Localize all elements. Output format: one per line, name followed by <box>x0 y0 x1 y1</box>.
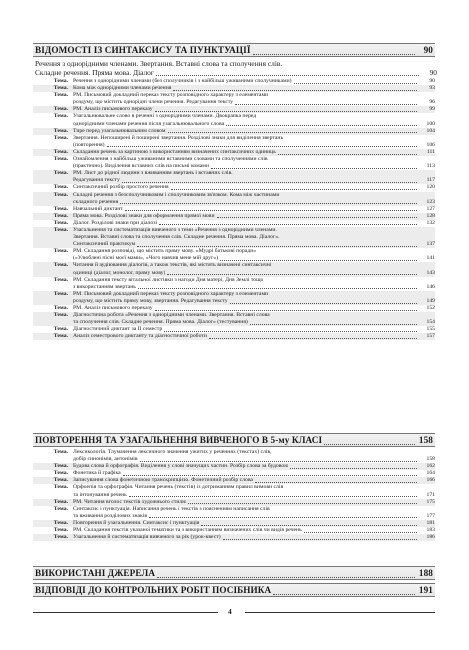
entry-label: Тема. <box>53 463 68 470</box>
entry-text: РМ. Аналіз письмового переказу <box>73 305 153 311</box>
entry-text: та інтонування речень <box>73 491 127 498</box>
section-page: 188 <box>418 568 433 578</box>
entry-text: Редагування тексту <box>73 177 120 184</box>
entry-label: Тема. <box>53 470 68 477</box>
leader-dots <box>122 182 417 183</box>
toc-entry-line <box>33 326 435 333</box>
section-header-review <box>33 433 435 447</box>
entry-text: Узагальнювальне слово в реченні з однорідними членами. Двокрапка перед <box>73 113 257 120</box>
leader-dots <box>211 168 417 169</box>
entry-text: роздуму, що містить пряму мову, звертання. Редагування тексту <box>73 297 228 304</box>
leader-dots <box>123 475 417 476</box>
toc-entry-line <box>33 262 435 269</box>
leader-dots <box>223 539 417 540</box>
entry-page: 157 <box>426 333 435 340</box>
entry-page: 158 <box>426 456 435 463</box>
toc-entry <box>33 85 435 92</box>
entry-text: Узагальнення та систематизація вивченого з теми «Речення з однорідними членами. <box>73 226 277 233</box>
entry-page: 181 <box>426 519 435 526</box>
entry-page: 146 <box>426 283 435 290</box>
toc-entry <box>33 135 435 149</box>
toc-entry-line <box>33 305 435 312</box>
toc-entry-line <box>33 78 435 85</box>
entry-text: Читання й аудіювання діалогів, а також текстів, які містять визначені синтаксичні <box>73 262 272 269</box>
toc-entry-line <box>33 184 435 191</box>
toc-entry-line <box>33 449 435 456</box>
section-header-syntax <box>33 43 435 57</box>
entry-text: Діагностична робота «Речення з однорідними членами. Звертання. Вставні слова <box>73 312 270 319</box>
toc-entry-line <box>33 527 435 534</box>
entry-page: 183 <box>426 527 435 534</box>
entry-label: Тема. <box>53 170 68 177</box>
entry-label: Тема. <box>53 312 68 319</box>
section-title: ВІДПОВІДІ ДО КОНТРОЛЬНИХ РОБІТ ПОСІБНИКА <box>35 585 272 595</box>
toc-entry <box>33 506 435 520</box>
toc-entry <box>33 534 435 541</box>
entry-text: Навчальний диктант <box>73 205 123 212</box>
entry-page: 128 <box>426 212 435 219</box>
toc-entry-line <box>33 135 435 142</box>
entry-label: Тема. <box>53 127 68 134</box>
entry-text: Узагальнення й систематизація вивченого за рік (урок-квест) <box>73 534 221 541</box>
toc-entry <box>33 499 435 506</box>
entry-text: Складні речення з безсполучниковим і сполучниковим зв'язком. Кома між частинами <box>73 191 280 198</box>
leader-dots <box>164 331 417 332</box>
toc-entry-line <box>33 128 435 135</box>
entry-page: 90 <box>429 78 435 84</box>
toc-entry-line <box>33 227 435 234</box>
toc-entry-line <box>33 206 435 213</box>
entry-label: Тема. <box>53 248 68 255</box>
entry-page: 152 <box>426 305 435 311</box>
toc-entry-line <box>33 192 435 199</box>
entry-text: Ознайомлення з найбільш уживаними вставними словами та сполученнями слів <box>73 156 268 163</box>
entry-page: 164 <box>426 470 435 477</box>
toc-entry <box>33 78 435 85</box>
entry-text: Синтаксис і пунктуація. Написання речень і текстів з поясненням написання слів <box>73 505 270 512</box>
toc-entry-continuation <box>33 456 435 463</box>
toc-entry-line <box>33 484 435 491</box>
toc-entry <box>33 326 435 333</box>
entry-label: Тема. <box>53 212 68 219</box>
toc-entry-continuation <box>33 255 435 262</box>
toc-entry <box>33 149 435 156</box>
toc-entry <box>33 477 435 484</box>
toc-entry-continuation <box>33 99 435 106</box>
leader-dots <box>230 303 417 304</box>
leader-dots <box>129 496 417 497</box>
entry-page: 149 <box>426 297 435 304</box>
leader-dots <box>290 468 417 469</box>
toc-entry-line <box>33 333 435 340</box>
entry-page: 120 <box>426 184 435 191</box>
leader-dots <box>253 54 415 55</box>
entry-text: Будова слова й орфографія. Виділення у слові значущих частин. Розбір слова за будовою <box>73 463 289 470</box>
entry-page: 111 <box>426 148 435 155</box>
entry-text: Тире перед узагальнювальним словом <box>73 127 166 134</box>
toc-entry <box>33 220 435 227</box>
leader-dots <box>209 338 417 339</box>
toc-entry-continuation <box>33 284 435 291</box>
section-page: 191 <box>418 585 433 595</box>
toc-entry <box>33 92 435 106</box>
toc-entry <box>33 156 435 170</box>
toc-entry-line <box>33 463 435 470</box>
toc-entry-continuation <box>33 241 435 248</box>
section-title: ВІДОМОСТІ ІЗ СИНТАКСИСУ ТА ПУНКТУАЦІЇ <box>35 45 251 55</box>
entry-text: Речення з однорідними членами (без сполучників і з найбільш уживаними сполучниками) <box>73 78 292 84</box>
entry-label: Тема. <box>53 484 68 491</box>
leader-dots <box>167 274 417 275</box>
entry-text: Аналіз семестрового диктанту та діагностичної роботи <box>73 333 207 340</box>
entry-text: («Улюблені пісні моєї мами», «Чого навчив мене мій друг») <box>73 255 219 262</box>
entry-label: Тема. <box>53 113 68 120</box>
entry-label: Тема. <box>53 505 68 512</box>
entry-text: РМ. Письмовий докладний переказ тексту розповідного характеру з елементами <box>73 92 269 99</box>
entry-page: 154 <box>426 319 435 326</box>
entry-text: та вживання розділових знаків <box>73 512 148 519</box>
section-title: ВИКОРИСТАНІ ДЖЕРЕЛА <box>35 568 156 578</box>
toc-entry-line <box>33 92 435 99</box>
toc-entry <box>33 170 435 184</box>
toc-entry <box>33 213 435 220</box>
entry-page: 143 <box>426 269 435 276</box>
toc-entry <box>33 192 435 206</box>
toc-entry-continuation <box>33 513 435 520</box>
entry-page: 113 <box>426 163 435 170</box>
toc-entry-line <box>33 220 435 227</box>
entry-text: РМ. Складання текстів указаної тематики та з використанням визначених слів чи видів речень <box>73 527 302 534</box>
leader-dots <box>120 203 417 204</box>
toc-entry-line <box>33 470 435 477</box>
toc-entry <box>33 206 435 213</box>
entry-page: 132 <box>426 219 435 226</box>
entry-label: Тема. <box>53 276 68 283</box>
leader-dots <box>201 525 417 526</box>
entry-text: Діалог. Розділові знаки при діалозі <box>73 219 158 226</box>
leader-dots <box>273 594 415 595</box>
leader-dots <box>220 260 417 261</box>
toc-entry-continuation <box>33 163 435 170</box>
leader-dots <box>324 444 415 445</box>
toc-entry <box>33 527 435 534</box>
entry-label: Тема. <box>53 527 68 534</box>
toc-entry <box>33 184 435 191</box>
toc-entry-continuation <box>33 298 435 305</box>
leader-dots <box>157 577 415 578</box>
toc-entry <box>33 312 435 326</box>
toc-entry-line <box>33 312 435 319</box>
leader-dots <box>304 532 417 533</box>
entry-text: Звертання. Непоширені й поширені звертання. Розділові знаки для виділення звертань <box>73 134 284 141</box>
entry-label: Тема. <box>53 85 68 92</box>
toc-entry-line <box>33 277 435 284</box>
leader-dots <box>173 90 417 91</box>
entry-page: 141 <box>426 255 435 262</box>
leader-dots <box>159 224 417 225</box>
entry-page: 104 <box>426 127 435 134</box>
toc-entry <box>33 248 435 262</box>
toc-entry <box>33 484 435 498</box>
toc-entry-line <box>33 477 435 484</box>
entry-page: 177 <box>426 512 435 519</box>
table-of-contents <box>33 43 435 603</box>
leader-dots <box>138 288 417 289</box>
entry-text: та сполучення слів. Складне речення. Пряма мова. Діалог» (тестування) <box>73 319 248 326</box>
entry-label: Тема. <box>53 326 68 333</box>
entry-page: 96 <box>429 99 435 106</box>
entry-label: Тема. <box>53 184 68 191</box>
entry-text: Складання речень за картиною з використанням визначених синтаксичних одиниць <box>73 148 276 155</box>
entry-text: Пряма мова. Розділові знаки для оформлення прямої мови <box>73 212 215 219</box>
entry-label: Тема. <box>53 205 68 212</box>
entry-text: РМ. Складання тексту вітальної листівки з нагоди Дня матері, Дня Землі тощо <box>73 276 264 283</box>
entry-text: Повторення й узагальнення. Синтаксис і пунктуація <box>73 519 200 526</box>
entry-page: 117 <box>426 177 435 184</box>
subtitle-page: 90 <box>429 68 437 77</box>
entry-label: Тема. <box>53 78 68 84</box>
entry-page: 100 <box>426 120 435 127</box>
entry-text: РМ. Лист до рідної людини з вживанням звертань і вставних слів. <box>73 170 233 177</box>
entry-text: РМ. Складання розповіді, що містить пряму мову. «Мудрі батькові поради» <box>73 248 257 255</box>
toc-entry <box>33 113 435 127</box>
section-items-syntax <box>33 78 435 340</box>
entry-label: Тема. <box>53 449 68 455</box>
entry-text: (повторення) <box>73 141 105 148</box>
entry-text: однорідними членами речення після узагальнювального слова <box>73 120 225 127</box>
footer-rule-right <box>245 612 435 613</box>
entry-text: Фонетика й графіка <box>73 470 121 477</box>
toc-entry <box>33 470 435 477</box>
toc-entry <box>33 128 435 135</box>
entry-text: Звертання. Вставні слова та сполучення слів. Складне речення. Пряма мова. Діалог». <box>73 234 280 241</box>
leader-dots <box>125 210 417 211</box>
footer-rule-left <box>33 612 218 613</box>
leader-dots <box>155 310 417 311</box>
entry-text: РМ. Письмовий докладний переказ тексту розповідного характеру з елементами <box>73 290 269 297</box>
subtitle-line-2 <box>33 68 437 77</box>
entry-text: складного речення <box>73 198 119 205</box>
toc-entry <box>33 520 435 527</box>
entry-label: Тема. <box>53 156 68 163</box>
entry-label: Тема. <box>53 106 68 113</box>
toc-entry <box>33 277 435 291</box>
entry-label: Тема. <box>53 290 68 297</box>
toc-entry <box>33 227 435 248</box>
subtitle-line-1 <box>33 59 437 68</box>
entry-text: (практично). Виділення вставних слів на письмі комами <box>73 163 209 170</box>
entry-label: Тема. <box>53 92 68 99</box>
section-page: 90 <box>423 45 433 55</box>
entry-label: Тема. <box>53 148 68 155</box>
entry-text: добір синонімів, антонімів <box>73 456 138 463</box>
section-header-sources <box>33 566 435 580</box>
entry-label: Тема. <box>53 226 68 233</box>
entry-page: 166 <box>426 477 435 484</box>
leader-dots <box>217 217 418 218</box>
page-number: 4 <box>228 607 232 616</box>
section-items-review <box>33 449 435 541</box>
leader-dots <box>171 189 417 190</box>
leader-dots <box>235 104 417 105</box>
leader-dots <box>156 75 419 76</box>
toc-entry <box>33 463 435 470</box>
toc-entry-line <box>33 534 435 541</box>
leader-dots <box>155 111 417 112</box>
entry-text: Синтаксичний розбір простого речення <box>73 184 169 191</box>
toc-entry-line <box>33 149 435 156</box>
entry-text: з використанням звертань <box>73 283 136 290</box>
leader-dots <box>149 517 417 518</box>
toc-entry <box>33 333 435 340</box>
leader-dots <box>278 154 417 155</box>
entry-page: 93 <box>429 85 435 92</box>
leader-dots <box>168 132 417 133</box>
entry-page: 123 <box>426 198 435 205</box>
leader-dots <box>226 125 417 126</box>
subtitle-text: Складне речення. Пряма мова. Діалог <box>35 68 154 77</box>
entry-text: РМ. Аналіз письмового переказу <box>73 106 153 113</box>
subtitle-text: Речення з однорідними членами. Звертання. Вставні слова та сполучення слів. <box>35 59 283 68</box>
toc-entry-line <box>33 520 435 527</box>
entry-text: Лексикологія. Тлумачення лексичного значення ужитих у реченнях (текстах) слів, <box>73 449 272 455</box>
entry-label: Тема. <box>53 219 68 226</box>
entry-page: 127 <box>426 205 435 212</box>
entry-label: Тема. <box>53 305 68 311</box>
entry-label: Тема. <box>53 134 68 141</box>
toc-entry-continuation <box>33 121 435 128</box>
section-page: 158 <box>418 435 433 445</box>
toc-entry-continuation <box>33 234 435 241</box>
entry-text: Діагностичний диктант за ІІ семестр <box>73 326 163 333</box>
entry-text: Записування слова фонетичною транскрипцією. Фонетичний розбір слова <box>73 477 253 484</box>
leader-dots <box>250 324 417 325</box>
entry-page: 175 <box>426 498 435 505</box>
toc-entry <box>33 291 435 305</box>
entry-text: Кома між однорідними членами речення <box>73 85 172 92</box>
entry-label: Тема. <box>53 477 68 484</box>
entry-label: Тема. <box>53 191 68 198</box>
section-header-answers <box>33 583 435 597</box>
entry-text: Синтаксичний практикум <box>73 241 136 248</box>
leader-dots <box>140 461 417 462</box>
toc-entry-line <box>33 506 435 513</box>
leader-dots <box>255 482 417 483</box>
toc-entry-continuation <box>33 142 435 149</box>
leader-dots <box>137 246 417 247</box>
toc-entry-continuation <box>33 492 435 499</box>
entry-page: 137 <box>426 241 435 248</box>
section-title: ПОВТОРЕННЯ ТА УЗАГАЛЬНЕННЯ ВИВЧЕНОГО В 5-му КЛАСІ <box>35 435 323 445</box>
entry-page: 106 <box>426 141 435 148</box>
entry-label: Тема. <box>53 333 68 340</box>
toc-entry-line <box>33 106 435 113</box>
leader-dots <box>188 503 417 504</box>
entry-label: Тема. <box>53 498 68 505</box>
entry-text: РМ. Читання вголос текстів художнього стилю <box>73 498 187 505</box>
toc-entry-line <box>33 291 435 298</box>
entry-page: 171 <box>426 491 435 498</box>
toc-entry <box>33 262 435 276</box>
leader-dots <box>107 146 417 147</box>
toc-entry <box>33 305 435 312</box>
toc-entry-line <box>33 170 435 177</box>
entry-page: 99 <box>429 106 435 113</box>
toc-entry-continuation <box>33 177 435 184</box>
toc-entry-line <box>33 113 435 120</box>
toc-entry-continuation <box>33 270 435 277</box>
toc-entry-continuation <box>33 319 435 326</box>
toc-entry-continuation <box>33 199 435 206</box>
toc-entry-line <box>33 248 435 255</box>
entry-page: 186 <box>426 534 435 541</box>
entry-label: Тема. <box>53 534 68 541</box>
toc-entry-line <box>33 213 435 220</box>
toc-entry-line <box>33 499 435 506</box>
leader-dots <box>294 83 417 84</box>
page-footer <box>33 607 435 619</box>
entry-label: Тема. <box>53 262 68 269</box>
toc-entry-line <box>33 156 435 163</box>
entry-text: Орфоепія та орфографія. Читання речень (текстів) із дотриманням правил вимови слів <box>73 484 284 491</box>
toc-entry-line <box>33 85 435 92</box>
toc-entry <box>33 449 435 463</box>
toc-entry <box>33 106 435 113</box>
entry-text: одиниці (діалог, монолог, пряму мову) <box>73 269 166 276</box>
entry-label: Тема. <box>53 519 68 526</box>
entry-page: 162 <box>426 463 435 470</box>
entry-text: роздуму, що містить однорідні члени речення. Редагування тексту <box>73 99 234 106</box>
entry-page: 155 <box>426 326 435 333</box>
